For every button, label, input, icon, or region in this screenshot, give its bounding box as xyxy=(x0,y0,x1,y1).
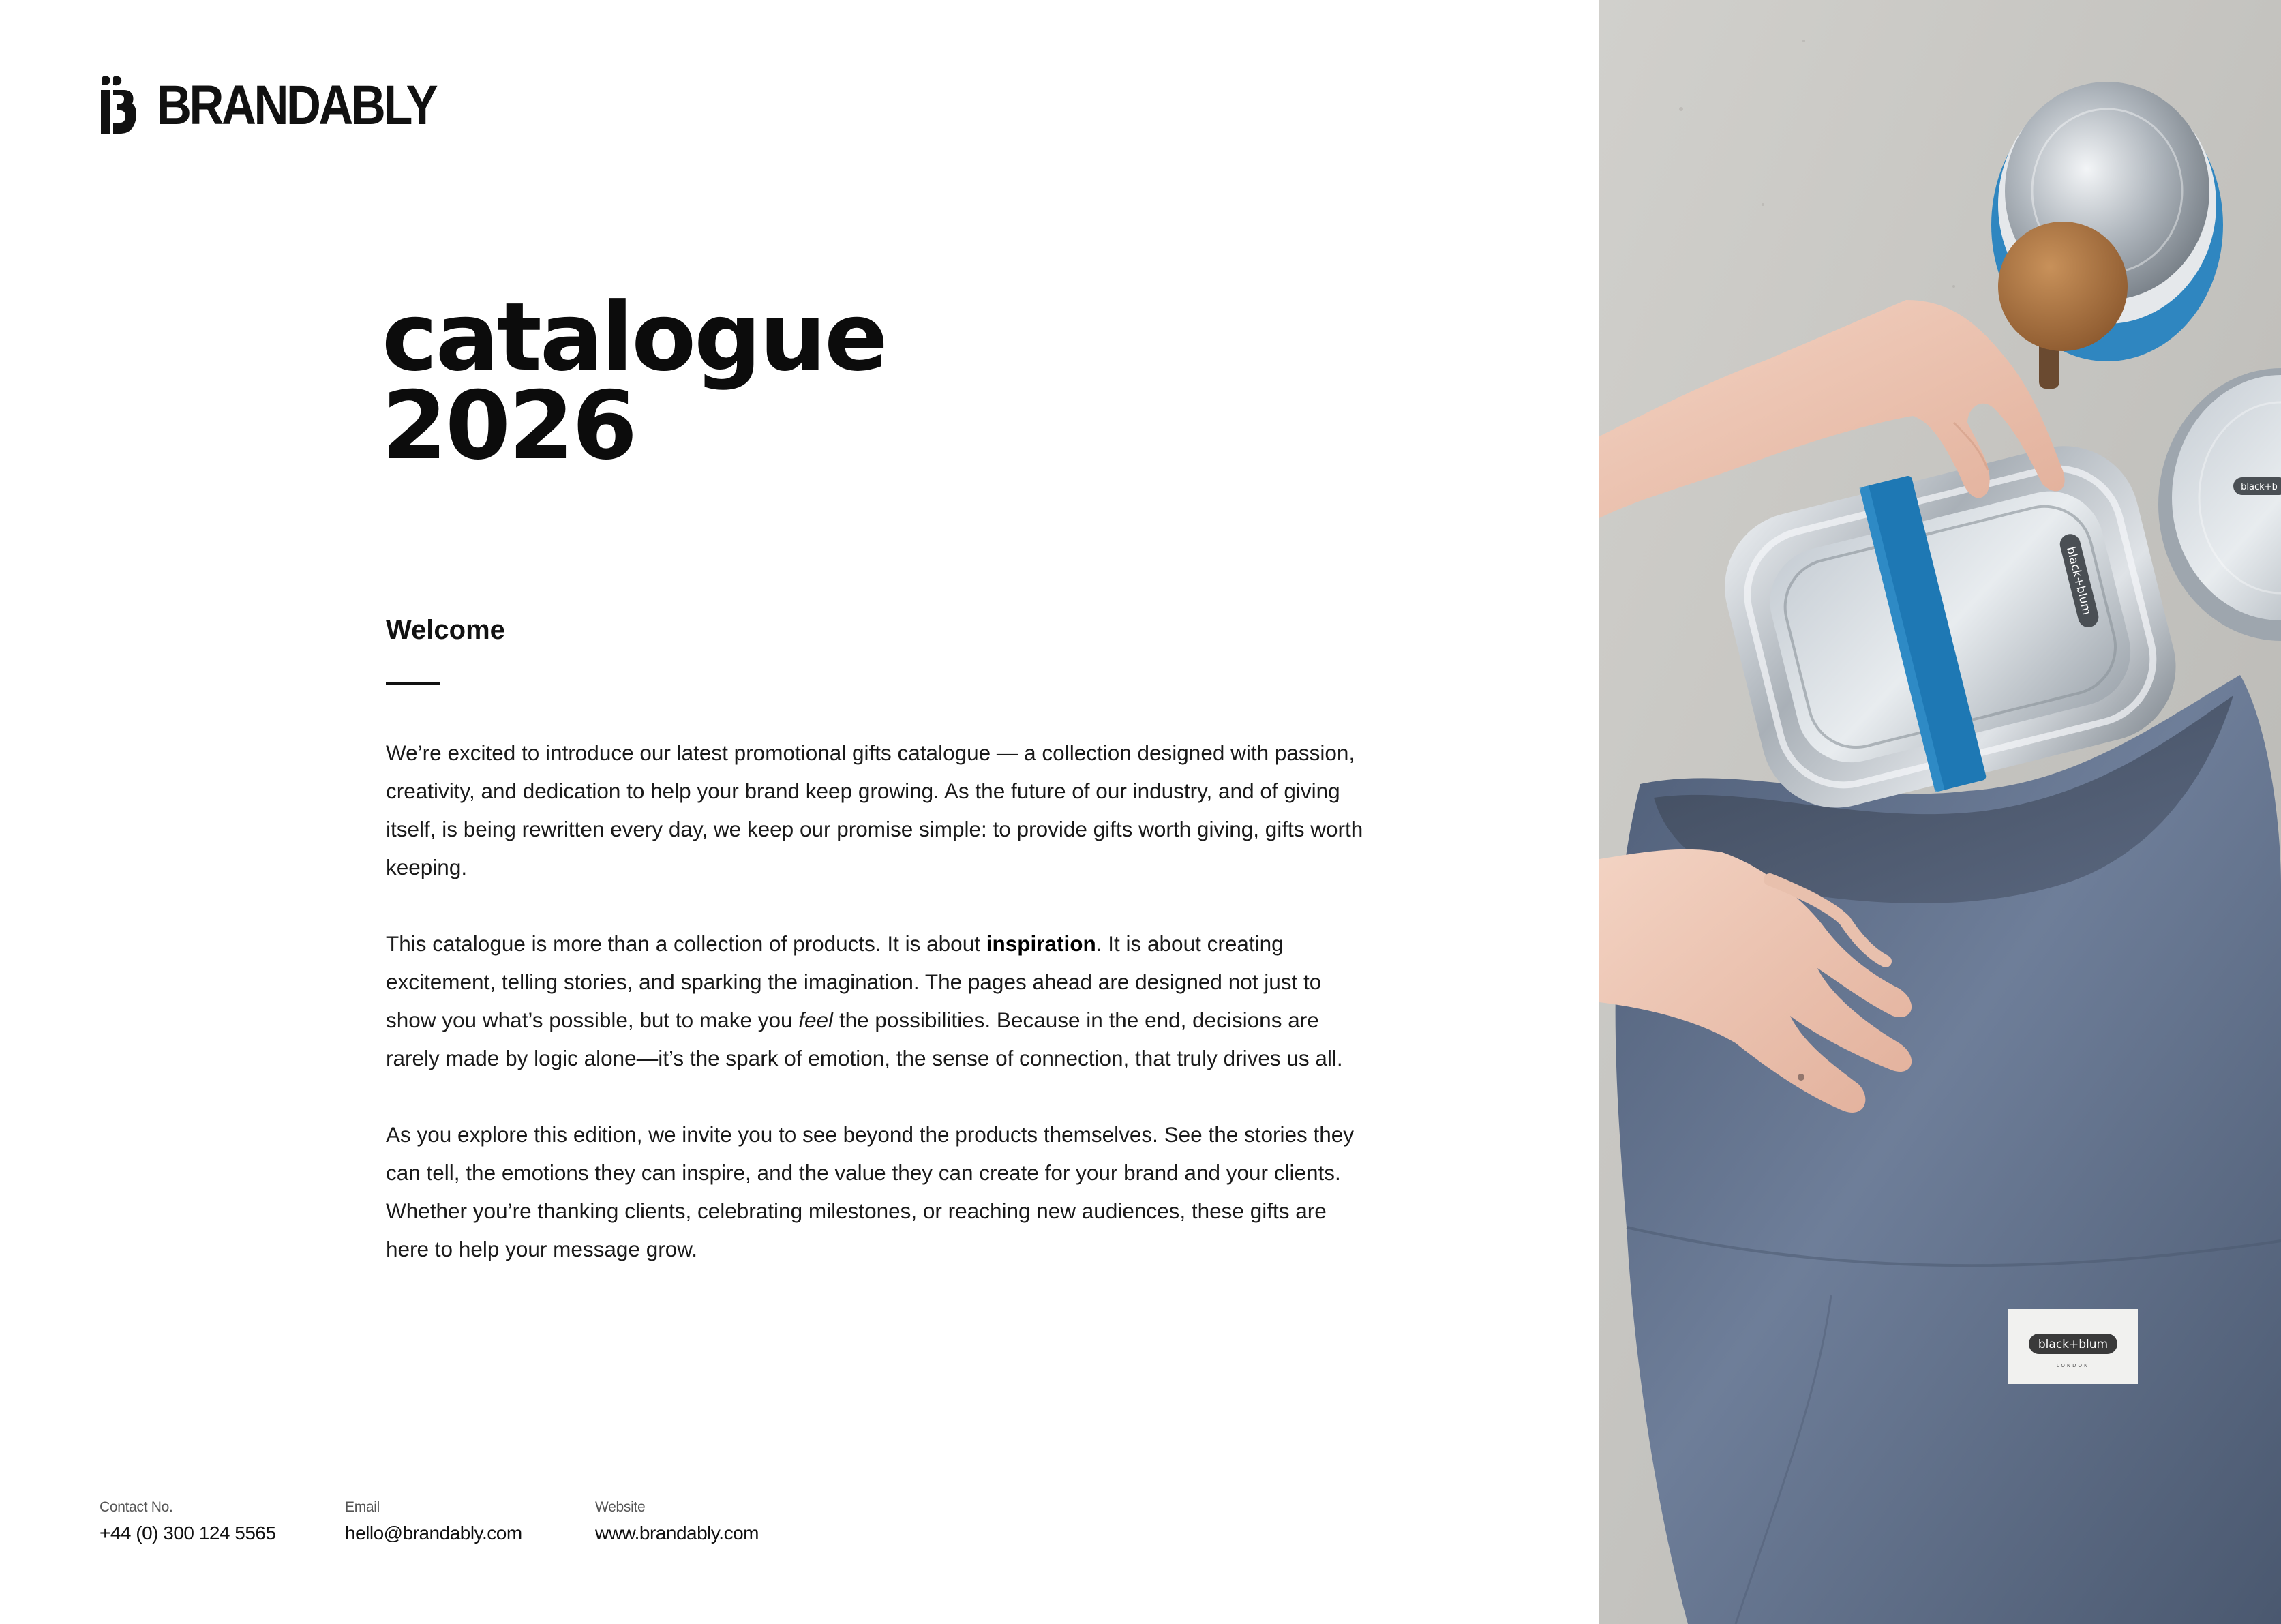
contact-website-link[interactable]: www.brandably.com xyxy=(595,1522,759,1544)
paragraph-explore: As you explore this edition, we invite you to see beyond the products themselves. See the stories they can tell, the emotions they can inspire, and the value they can create for your brand and your clients. Whether you’re thanking clients, celebrating milestones, or reaching new audiences, these gifts are here to help your message grow. xyxy=(386,1122,1355,1261)
brand-mark-icon xyxy=(100,76,136,135)
emphasis-feel: feel xyxy=(798,1008,834,1032)
bag-tag-sublabel: LONDON xyxy=(2056,1363,2090,1368)
contact-email-link[interactable]: hello@brandably.com xyxy=(345,1522,522,1544)
paragraph-inspiration-part-2: . It is about creating excitement, telling stories, and sparking the imagination. The pages ahead are designed not just to show you what’s possible, but to make you xyxy=(386,931,1322,1032)
contact-phone-label: Contact No. xyxy=(100,1499,173,1515)
product-photo xyxy=(1599,0,2281,1624)
emphasis-inspiration: inspiration xyxy=(986,931,1096,956)
contact-email-block xyxy=(345,1497,522,1549)
paragraph-inspiration xyxy=(386,924,1368,1077)
contact-website-block xyxy=(595,1497,759,1549)
welcome-body xyxy=(386,734,1368,1306)
lunchbox-bag-photo-illustration xyxy=(1599,0,2281,1624)
welcome-heading: Welcome xyxy=(386,615,505,645)
paragraph-inspiration-part-1: This catalogue is more than a collection of products. It is about xyxy=(386,931,986,956)
side-container-label: black+b xyxy=(2241,482,2278,492)
contact-phone-block xyxy=(100,1497,276,1549)
contact-website-label: Website xyxy=(595,1499,646,1515)
bag-tag-label: black+blum xyxy=(2038,1338,2109,1351)
lunch-box-lid-label: black+blum xyxy=(2064,545,2094,616)
brand-name: BRANDABLY xyxy=(157,74,436,136)
paragraph-intro: We’re excited to introduce our latest promotional gifts catalogue — a collection designed with passion, creativity, and dedication to help your brand keep growing. As the future of our industry, and of giving itself, is being rewritten every day, we keep our promise simple: to provide gifts worth giving, gifts worth keeping. xyxy=(386,740,1363,879)
paragraph-inspiration-part-3: the possibilities. Because in the end, decisions are rarely made by logic alone—it’s the spark of emotion, the sense of connection, that truly drives us all. xyxy=(386,1008,1343,1070)
title-line-2: 2026 xyxy=(382,371,636,481)
contact-email-label: Email xyxy=(345,1499,380,1515)
contact-phone-value[interactable]: +44 (0) 300 124 5565 xyxy=(100,1522,276,1544)
catalogue-title xyxy=(382,282,886,481)
title-line-1: catalogue xyxy=(382,282,886,392)
bag-shape xyxy=(1616,675,2281,1624)
brand-logo[interactable] xyxy=(100,75,481,136)
heading-divider xyxy=(386,682,440,685)
